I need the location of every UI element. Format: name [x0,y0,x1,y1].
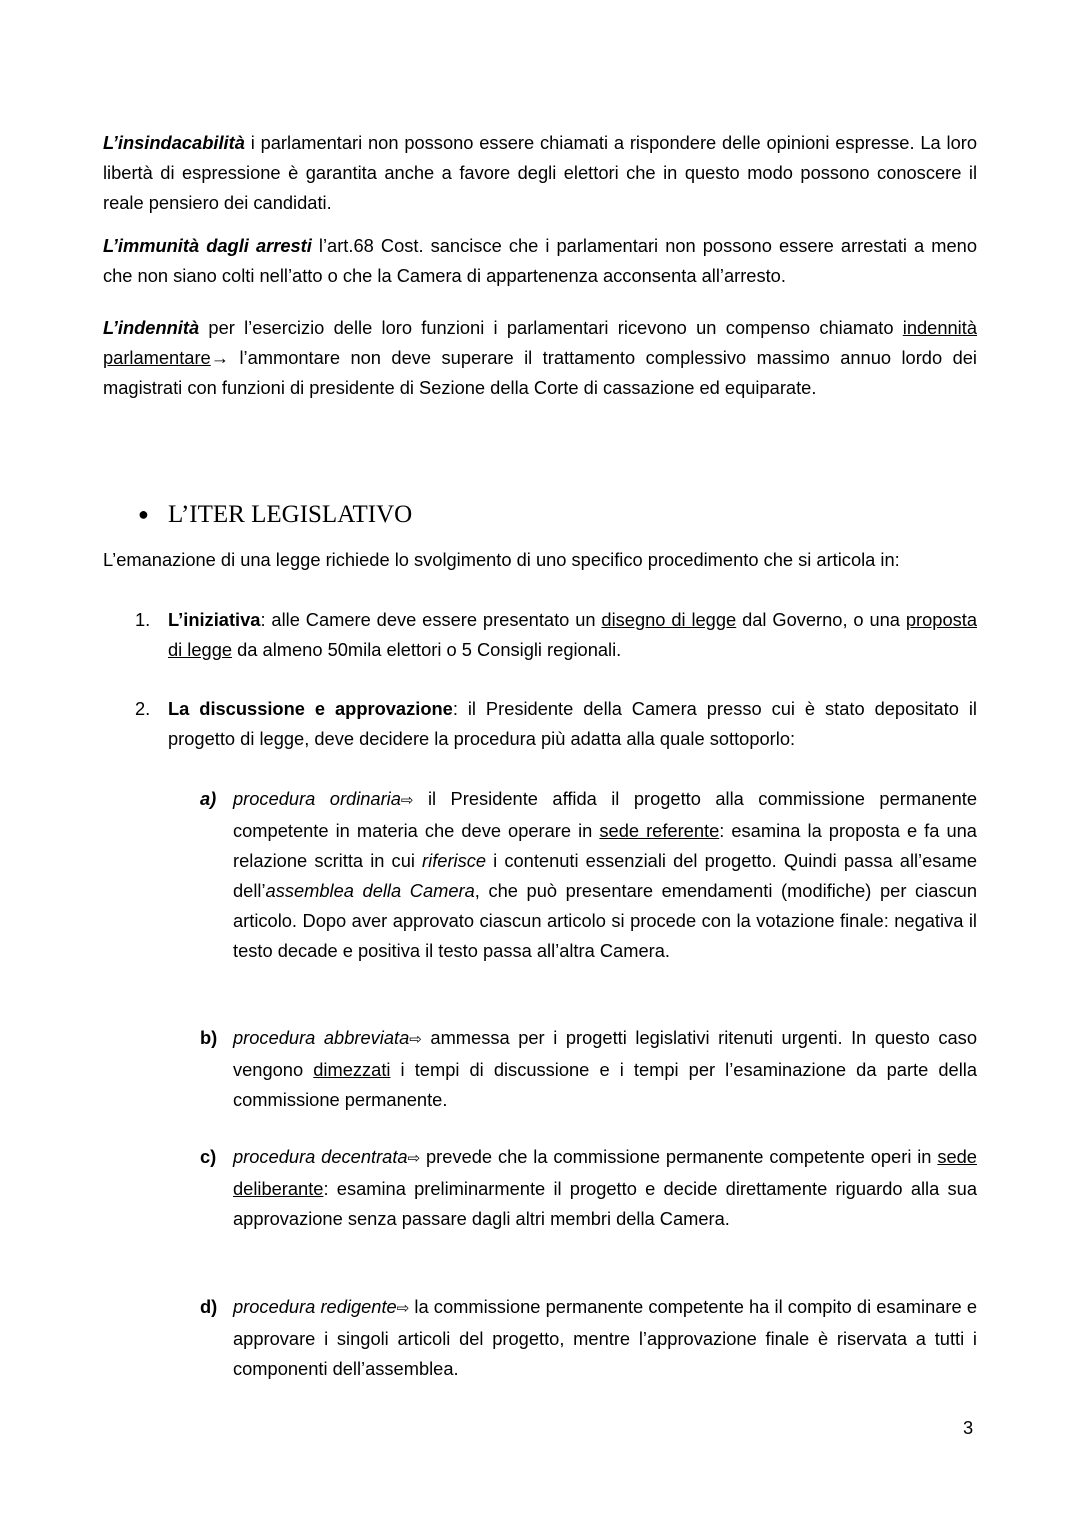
paragraph-indennita [103,313,977,403]
body-text: la commissione permanente competente ha il compito di esaminare e approvare i singoli articoli del progetto, mentre l’approvazione finale è riservata a tutti i componenti dell’assemblea. [233,1296,977,1379]
page-number: 3 [963,1417,974,1438]
procedure-name: procedura redigente [233,1296,397,1317]
body-text: da almeno 50mila elettori o 5 Consigli regionali. [232,639,622,660]
sub-text [233,1023,977,1115]
arrow-icon: ⇨ [396,1300,410,1317]
list-item-iniziativa [168,605,977,665]
underlined-term: proposta di legge [168,609,978,660]
body-text: : esamina preliminarmente il progetto e decide direttamente riguardo alla sua approvazione senza passare dagli altri membri della Camera. [233,1178,977,1229]
procedure-name: procedura ordinaria [233,788,401,809]
item-title: L’iniziativa [168,609,261,630]
list-number: 2. [135,698,151,719]
arrow-icon: ⇨ [409,1031,422,1048]
body-text: ammessa per i progetti legislativi ritenuti urgenti. In questo caso vengono [233,1027,977,1080]
body-text: i parlamentari non possono essere chiamati a rispondere delle opinioni espresse. La loro libertà di espressione è garantita anche a favore degli elettori che in questo modo possono conoscere il reale pensiero dei candidati. [103,132,977,213]
arrow-icon: → [210,347,229,368]
procedure-name: procedura decentrata [233,1146,408,1167]
body-text: prevede che la commissione permanente competente operi in [420,1146,938,1167]
sub-item-b [200,1023,977,1133]
sub-label: a) [200,788,217,809]
underlined-term: disegno di legge [601,609,737,630]
paragraph-immunita [103,231,977,291]
paragraph-insindacabilita [103,128,977,218]
body-text: : esamina la proposta e fa una relazione scritta in cui [233,820,977,871]
term: L’indennità [103,317,200,338]
procedure-name: procedura abbreviata [233,1027,410,1048]
list-number: 1. [135,609,151,630]
italic-term: assemblea della Camera [265,880,475,901]
italic-term: riferisce [422,850,487,871]
term: L’insindacabilità [103,132,245,153]
arrow-icon: ⇨ [407,1150,421,1167]
sub-label: d) [200,1296,218,1317]
sub-label: c) [200,1146,217,1167]
underlined-term: dimezzati [313,1059,391,1080]
body-text: l’art.68 Cost. sancisce che i parlamentari non possono essere arrestati a meno che non siano colti nell’atto o che la Camera di appartenenza acconsenta all’arresto. [103,235,977,286]
section-heading [138,497,412,532]
body-text: l’ammontare non deve superare il trattamento complessivo massimo annuo lordo dei magistrati con funzioni di presidente di Sezione della Corte di cassazione ed equiparate. [103,347,977,398]
body-text: i contenuti essenziali del progetto. Quindi passa all’esame dell’ [233,850,977,901]
sub-text [233,784,977,966]
sub-text [233,1292,977,1384]
term: L’immunità dagli arresti [103,235,312,256]
intro-paragraph: L’emanazione di una legge richiede lo svolgimento di uno specifico procedimento che si articola in: [103,549,900,570]
body-text: : alle Camere deve essere presentato un [260,609,602,630]
body-text: : il Presidente della Camera presso cui è stato depositato il progetto di legge, deve decidere la procedura più adatta alla quale sottoporlo: [168,698,977,749]
sub-item-d [200,1292,977,1402]
body-text: il Presidente affida il progetto alla commissione permanente competente in materia che deve operare in [233,788,977,841]
bullet-icon: ● [138,504,149,524]
body-text: i tempi di discussione e i tempi per l’esaminazione da parte della commissione permanente. [233,1059,977,1110]
arrow-icon: ⇨ [400,792,414,809]
sub-item-a [200,784,977,984]
item-title: La discussione e approvazione [168,698,453,719]
body-text: , che può presentare emendamenti (modifiche) per ciascun articolo. Dopo aver approvato ciascun articolo si procede con la votazione finale: negativa il testo decade e positiva il testo passa all’altra Camera. [233,880,977,961]
body-text: dal Governo, o una [736,609,906,630]
list-item-discussione [168,694,977,754]
sub-label: b) [200,1027,218,1048]
underlined-term: sede referente [599,820,720,841]
sub-item-c [200,1142,977,1252]
heading-text: L’ITER LEGISLATIVO [168,501,413,528]
underlined-term: indennità parlamentare [103,317,977,368]
body-text: per l’esercizio delle loro funzioni i parlamentari ricevono un compenso chiamato [199,317,903,338]
sub-text [233,1142,977,1234]
underlined-term: sede deliberante [233,1146,977,1199]
